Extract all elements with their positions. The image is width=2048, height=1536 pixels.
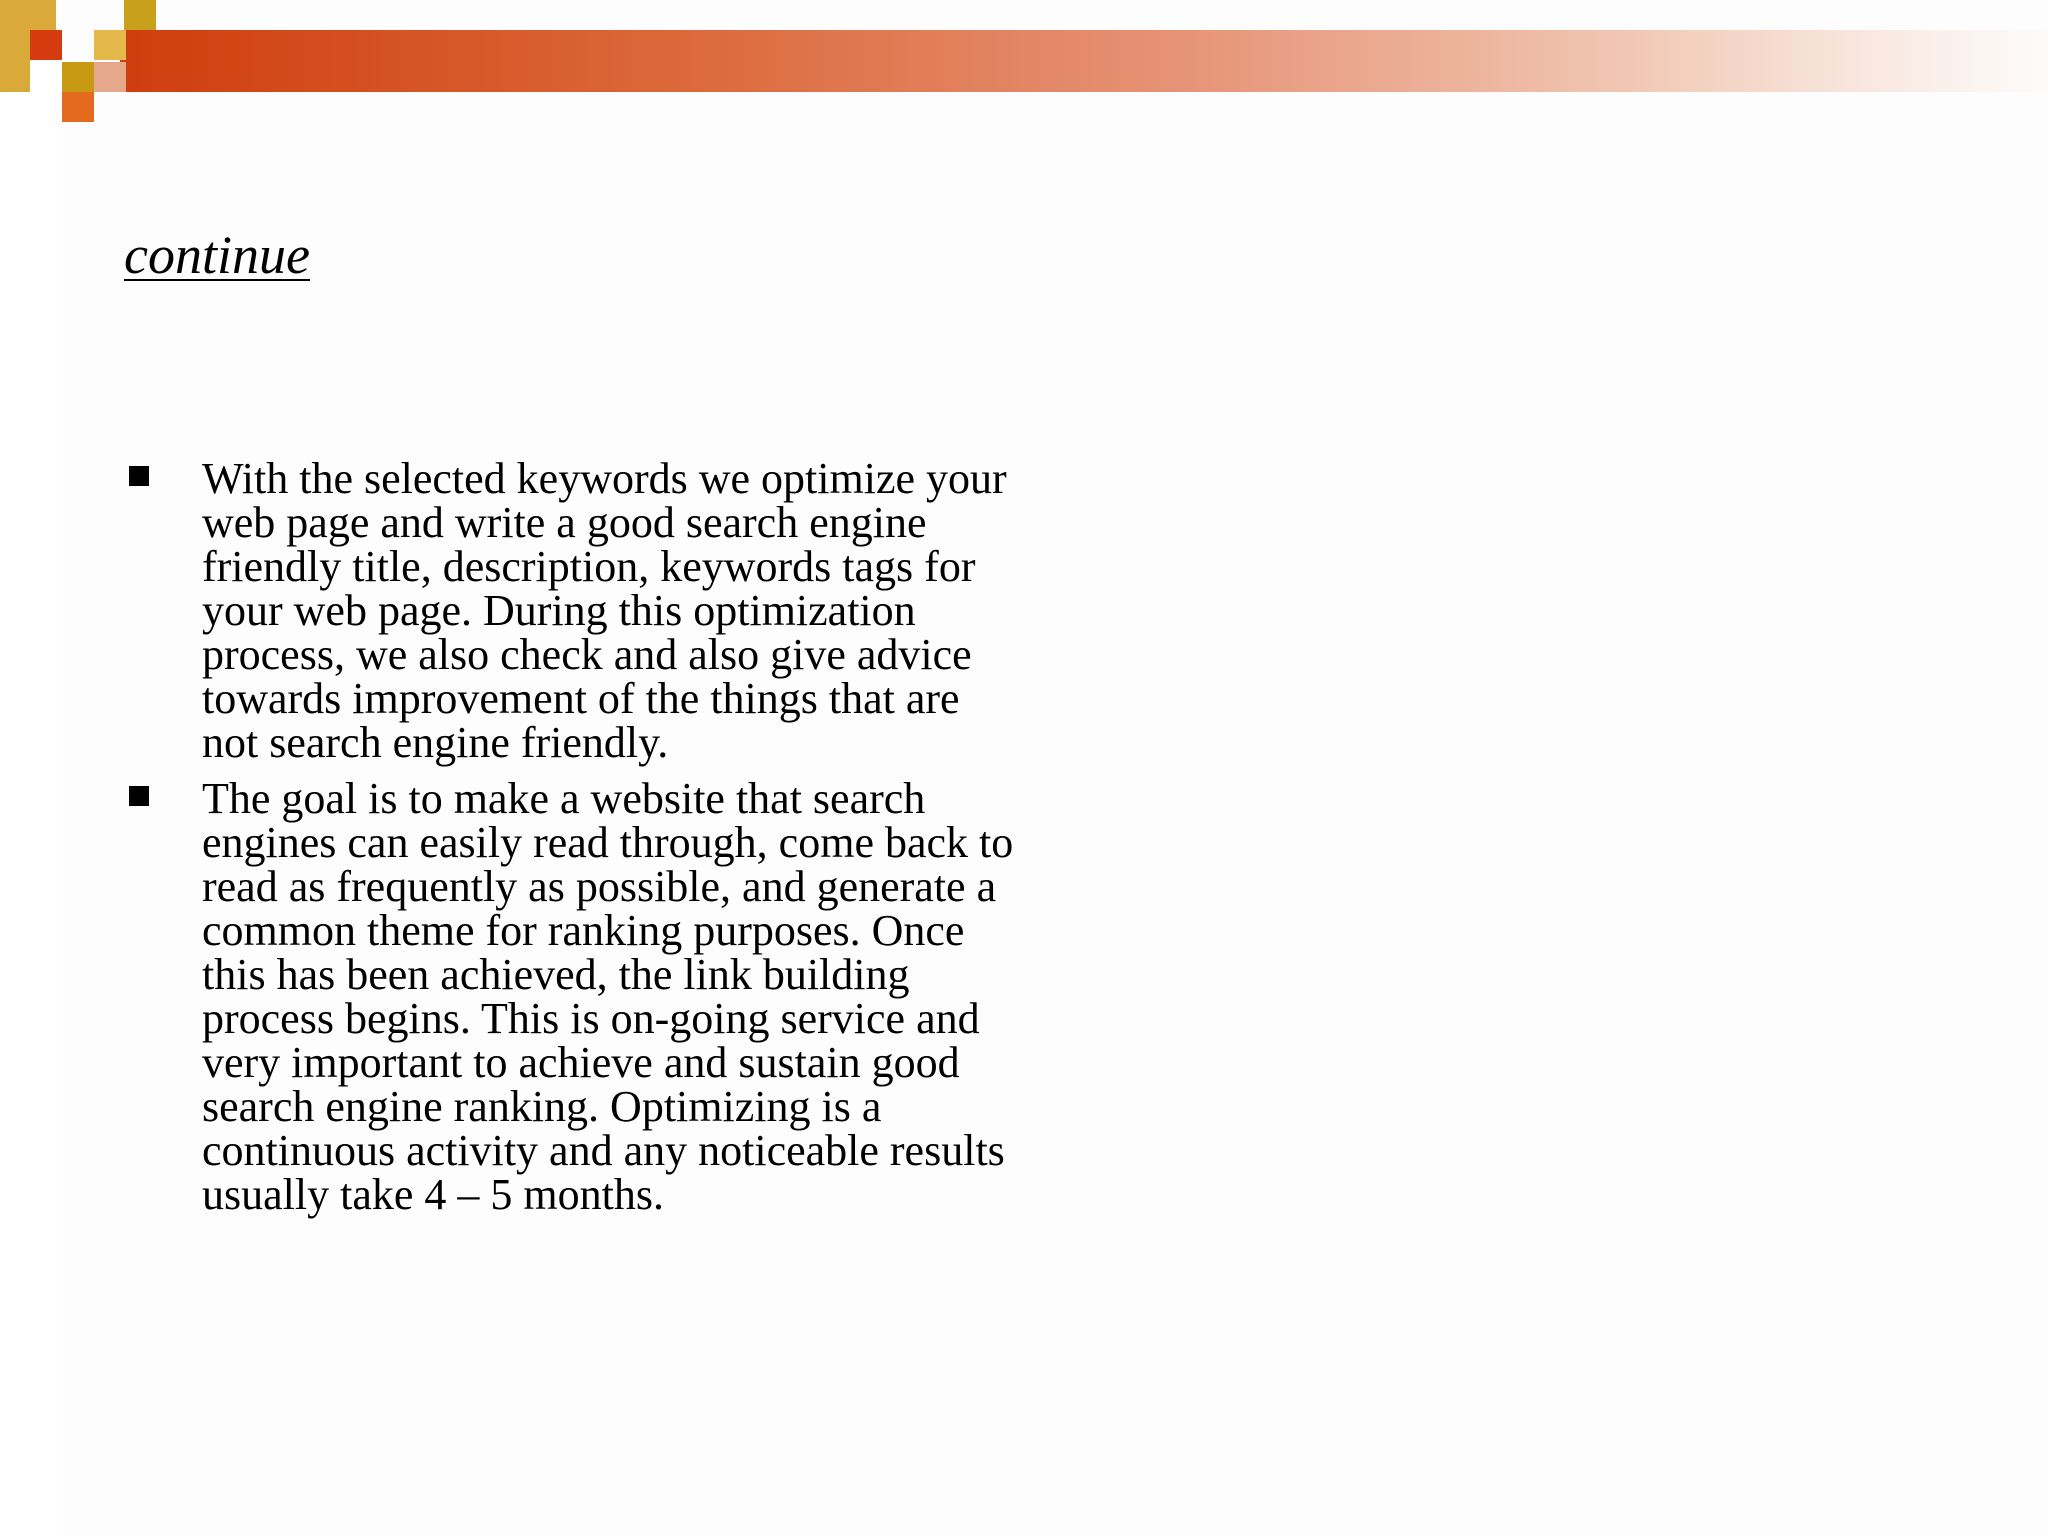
bullet-item <box>124 774 1024 1219</box>
bullet-text: The goal is to make a website that search engines can easily read through, come back to read as frequently as possible, and generate a common theme for ranking purposes. Once this has been achieved, the link building process begins. This is on-going service and very important to achieve and sustain good search engine ranking. Optimizing is a continuous activity and any noticeable results usually take 4 – 5 months. <box>202 774 1014 1219</box>
slide-title: continue <box>124 225 310 285</box>
corner-square-gold-top <box>0 0 56 30</box>
square-bullet-icon <box>129 786 149 806</box>
corner-square-tan <box>94 62 126 92</box>
corner-square-yellow <box>94 30 126 60</box>
bullet-text: With the selected keywords we optimize your web page and write a good search engine friendly title, description, keywords tags for your web page. During this optimization process, we also check and also give advice towards improvement of the things that are not search engine friendly. <box>202 454 1007 767</box>
corner-square-olive <box>62 62 94 92</box>
corner-square-gold-right <box>124 0 156 30</box>
corner-square-gold-left <box>0 30 30 92</box>
header-gradient-band <box>120 30 2048 92</box>
bullet-item <box>124 454 1024 767</box>
corner-square-orange <box>62 92 94 122</box>
left-margin-strip <box>0 0 62 1536</box>
square-bullet-icon <box>129 466 149 486</box>
corner-square-red <box>30 30 62 60</box>
bullet-list <box>124 454 1024 1229</box>
